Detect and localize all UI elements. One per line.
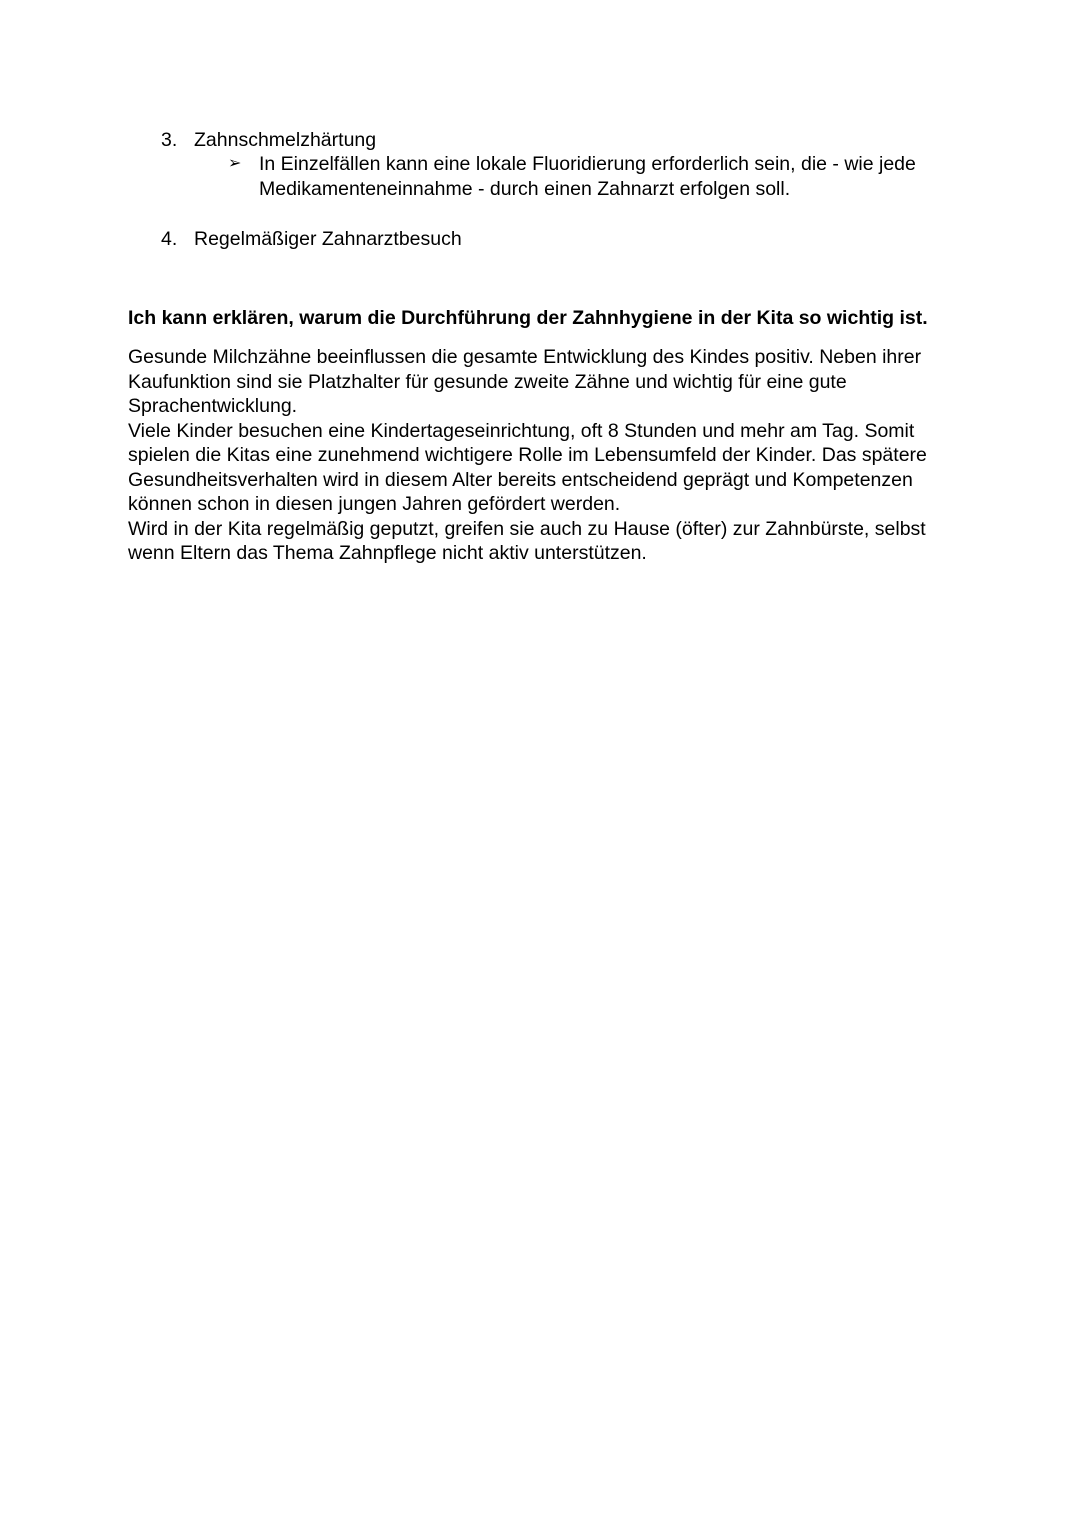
list-item-3 xyxy=(161,128,376,153)
arrow-bullet-icon: ➢ xyxy=(228,155,242,172)
body-line: können schon in diesen jungen Jahren gefördert werden. xyxy=(128,493,621,515)
body-line: spielen die Kitas eine zunehmend wichtigere Rolle im Lebensumfeld der Kinder. Das spätere xyxy=(128,444,927,466)
bullet-line: Medikamenteneinnahme - durch einen Zahnarzt erfolgen soll. xyxy=(259,177,791,200)
list-item-label: Regelmäßiger Zahnarztbesuch xyxy=(194,228,462,250)
body-line: wenn Eltern das Thema Zahnpflege nicht aktiv unterstützen. xyxy=(128,542,647,564)
body-line: Wird in der Kita regelmäßig geputzt, greifen sie auch zu Hause (öfter) zur Zahnbürste, selbst xyxy=(128,517,926,540)
list-item-4 xyxy=(161,227,462,252)
body-line: Sprachentwicklung. xyxy=(128,395,298,417)
list-item-label: Zahnschmelzhärtung xyxy=(194,129,377,151)
list-number: 3. xyxy=(161,129,178,151)
body-line: Gesundheitsverhalten wird in diesem Alter bereits entscheidend geprägt und Kompetenzen xyxy=(128,468,913,491)
section-body xyxy=(128,345,958,566)
body-line: Viele Kinder besuchen eine Kindertageseinrichtung, oft 8 Stunden und mehr am Tag. Somit xyxy=(128,419,915,442)
section-heading: Ich kann erklären, warum die Durchführung der Zahnhygiene in der Kita so wichtig ist. xyxy=(128,307,928,329)
bullet-text xyxy=(259,152,959,201)
bullet-line: In Einzelfällen kann eine lokale Fluoridierung erforderlich sein, die - wie jede xyxy=(259,153,916,175)
list-number: 4. xyxy=(161,228,178,250)
body-line: Gesunde Milchzähne beeinflussen die gesamte Entwicklung des Kindes positiv. Neben ihrer xyxy=(128,346,922,368)
body-line: Kaufunktion sind sie Platzhalter für gesunde zweite Zähne und wichtig für eine gute xyxy=(128,370,847,393)
